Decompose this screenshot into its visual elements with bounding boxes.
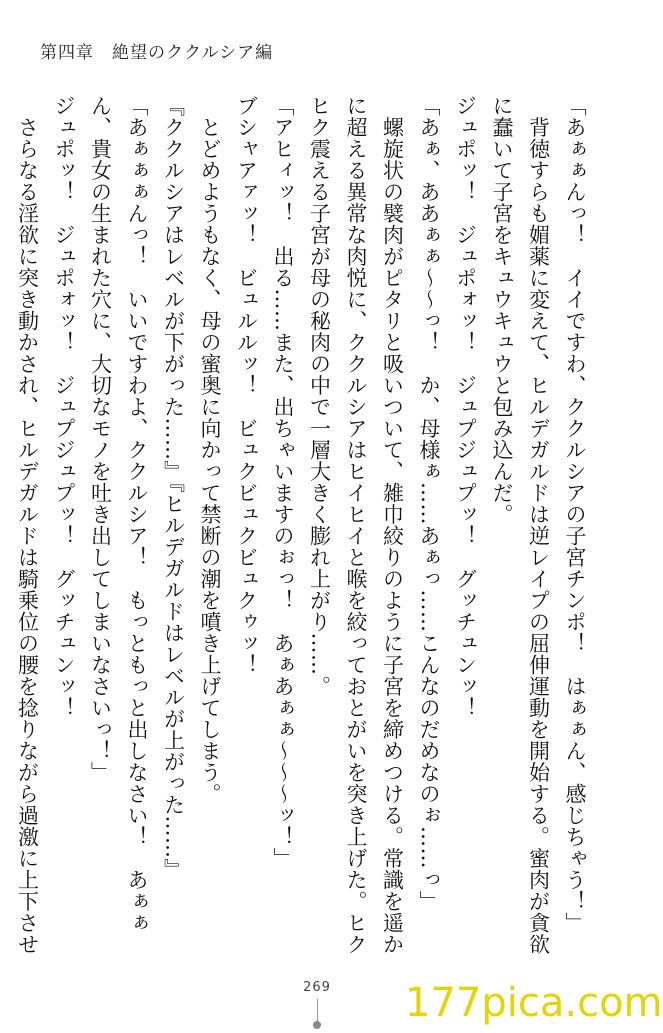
vertical-body-text (9, 95, 593, 975)
chapter-title: 第四章 絶望のククルシア編 (40, 43, 274, 63)
paragraph: 螺旋状の襞肉がピタリと吸いついて、雑巾絞りのように子宮を締めつける。常識を遥かに超える異常な肉悦に、ククルシアはヒイヒイと喉を絞っておとがいを突き上げた。ヒクヒク震える子宮が母の秘肉の中で一層大きく膨れ上がり……。 (307, 95, 405, 955)
paragraph: さらなる淫欲に突き動かされ、ヒルデガルドは騎乗位の腰を捻りながら過激に上下させ (15, 95, 40, 955)
page-number: 269 (303, 980, 331, 995)
paragraph: ジュポッ！ ジュポォッ！ ジュプジュプッ！ グッチュンッ！ (52, 95, 76, 719)
paragraph: 「あぁぁぁんっ！ いいですわよ、ククルシア！ もっともっと出しなさい！ あぁぁん、貴女の生まれた穴に、大切なモノを吐き出してしまいなさいっ！」 (88, 95, 149, 934)
footer-dot-icon (313, 1021, 321, 1029)
paragraph: 「あぁぁんっ！ イイですわ、ククルシアの子宮チンポ！ はぁぁん、感じちゃう！」 (563, 95, 587, 934)
site-watermark: 177pica.com (405, 980, 663, 1026)
paragraph: 『ククルシアはレベルが下がった……』『ヒルデガルドはレベルが上がった……』 (161, 95, 186, 880)
page-footer (302, 980, 332, 1029)
footer-divider-line (317, 999, 318, 1021)
paragraph: 「アヒィッ！ 出る……また、出ちゃいますのぉっ！ あぁあぁぁ～～～ッ！」 (271, 95, 295, 869)
paragraph: 背徳すらも媚薬に変えて、ヒルデガルドは逆レイプの屈伸運動を開始する。蜜肉が貪欲に蠢いて子宮をキュウキュウと包み込んだ。 (490, 95, 551, 955)
paragraph: 「あぁ、ああぁぁ～～っ！ か、母様ぁ……あぁっ……こんなのだめなのぉ……っ」 (417, 95, 441, 912)
paragraph: とどめようもなく、母の蜜奥に向かって禁断の潮を噴き上げてしまう。 (198, 95, 222, 805)
paragraph: ブシャアァッ！ ビュルルッ！ ビュクビュクビュクゥッ！ (234, 95, 259, 676)
paragraph: ジュポッ！ ジュポォッ！ ジュプジュプッ！ グッチュンッ！ (453, 95, 478, 719)
